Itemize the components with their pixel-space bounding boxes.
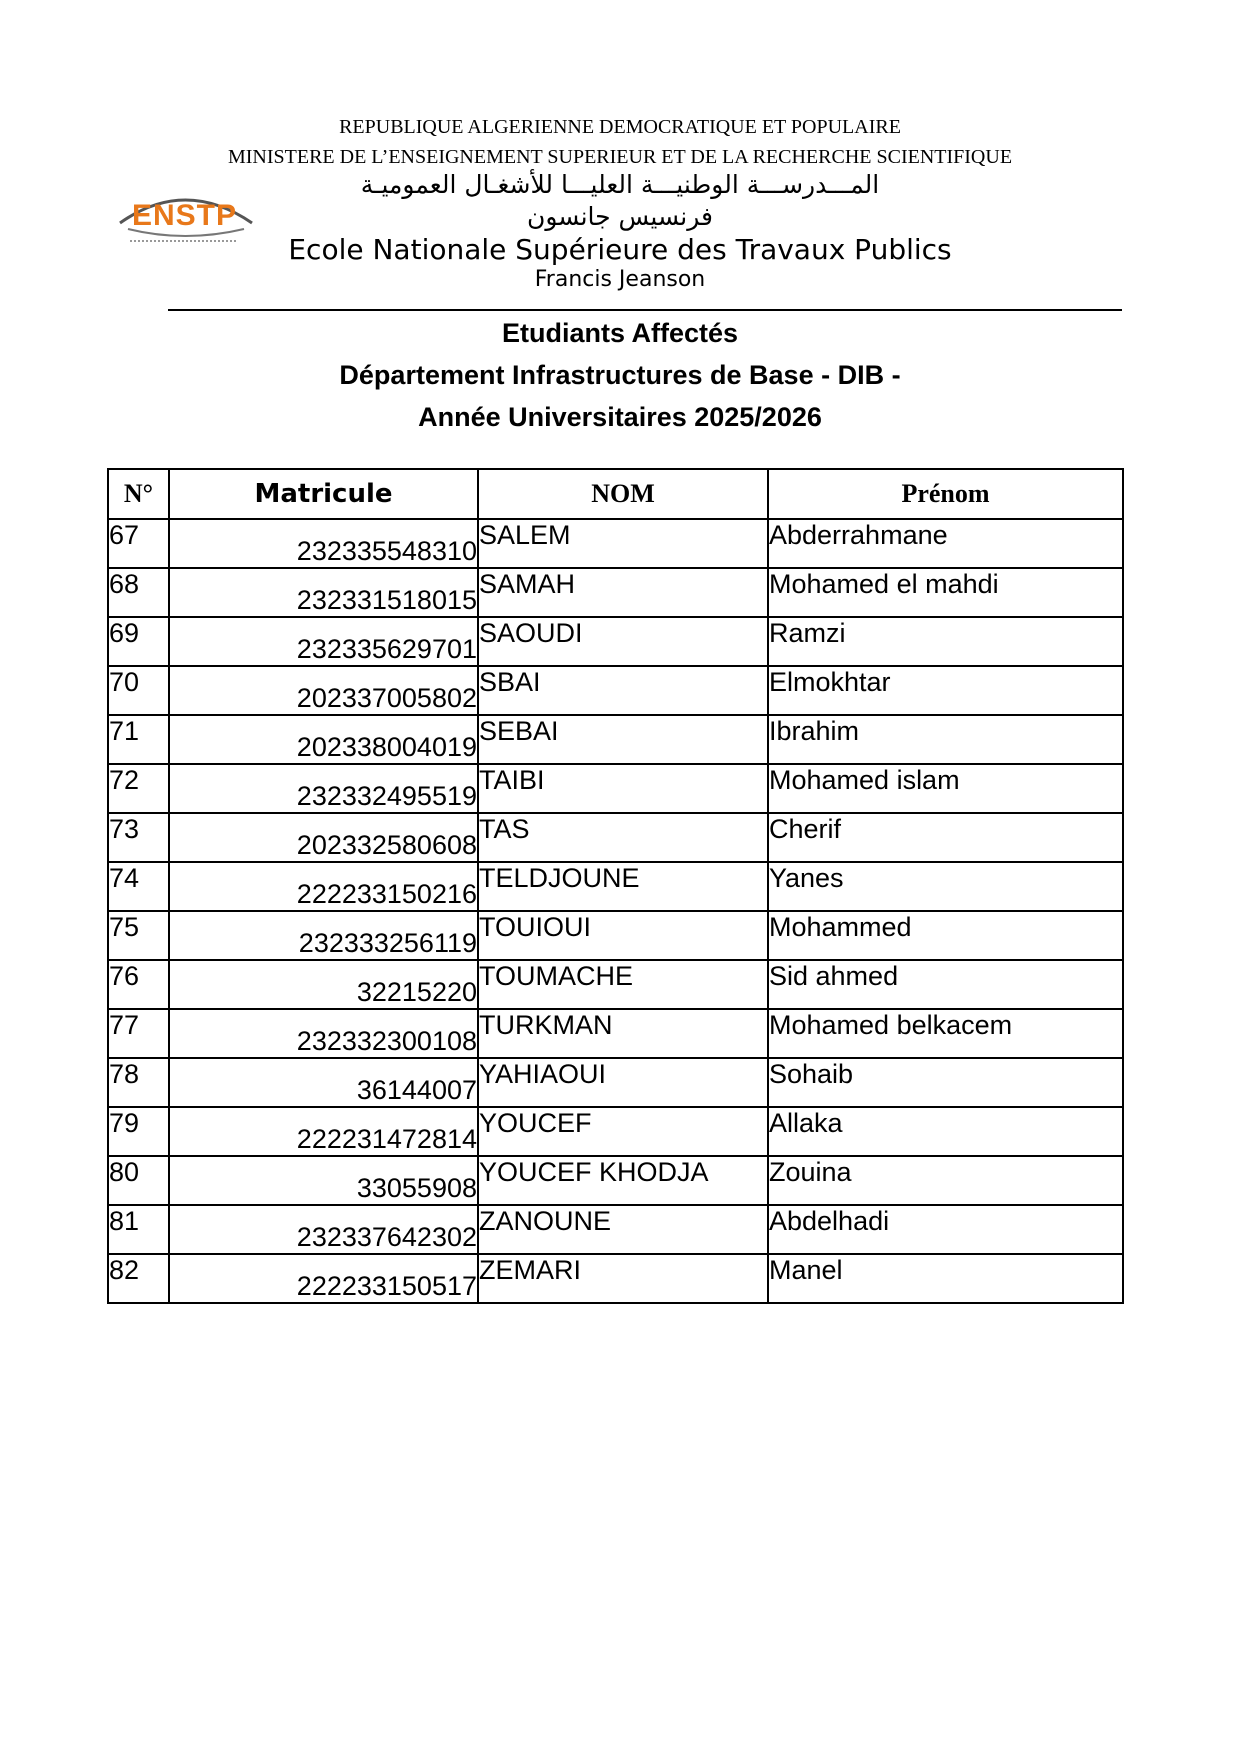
row-number: 71	[108, 715, 169, 764]
row-matricule: 232337642302	[169, 1205, 478, 1254]
row-nom: SAMAH	[478, 568, 768, 617]
row-number: 74	[108, 862, 169, 911]
page-title: Etudiants Affectés	[501, 318, 739, 348]
table-row	[108, 1156, 1123, 1205]
row-prenom: Ibrahim	[768, 715, 1123, 764]
row-number: 68	[108, 568, 169, 617]
row-prenom: Zouina	[768, 1156, 1123, 1205]
table-row	[108, 1107, 1123, 1156]
row-number: 69	[108, 617, 169, 666]
table-row	[108, 1058, 1123, 1107]
table-row	[108, 960, 1123, 1009]
arabic-school-name: المـــدرســـة الوطنيـــة العليـــا للأشغـال العموميـة	[360, 170, 880, 199]
table-row	[108, 715, 1123, 764]
row-number: 80	[108, 1156, 169, 1205]
row-matricule: 232332495519	[169, 764, 478, 813]
table-row	[108, 1205, 1123, 1254]
row-number: 76	[108, 960, 169, 1009]
table-row	[108, 666, 1123, 715]
row-nom: ZEMARI	[478, 1254, 768, 1303]
row-prenom: Sohaib	[768, 1058, 1123, 1107]
column-header-no: N°	[108, 469, 169, 519]
table-row	[108, 813, 1123, 862]
row-prenom: Allaka	[768, 1107, 1123, 1156]
row-prenom: Ramzi	[768, 617, 1123, 666]
row-number: 79	[108, 1107, 169, 1156]
row-matricule: 36144007	[169, 1058, 478, 1107]
row-matricule: 222231472814	[169, 1107, 478, 1156]
table-row	[108, 1009, 1123, 1058]
row-matricule: 232335548310	[169, 519, 478, 568]
table-row	[108, 764, 1123, 813]
arabic-francis-name: فرنسيس جانسون	[527, 202, 713, 231]
table-header-row	[108, 469, 1123, 519]
row-number: 67	[108, 519, 169, 568]
row-number: 77	[108, 1009, 169, 1058]
enstp-logo	[110, 185, 260, 255]
row-nom: YAHIAOUI	[478, 1058, 768, 1107]
republic-heading: REPUBLIQUE ALGERIENNE DEMOCRATIQUE ET POPULAIRE	[339, 116, 901, 138]
row-matricule: 222233150216	[169, 862, 478, 911]
row-number: 75	[108, 911, 169, 960]
row-nom: TOUIOUI	[478, 911, 768, 960]
table-row	[108, 911, 1123, 960]
column-header-matricule: Matricule	[169, 469, 478, 519]
row-nom: SALEM	[478, 519, 768, 568]
department-title: Département Infrastructures de Base - DIB -	[339, 360, 901, 390]
row-nom: SEBAI	[478, 715, 768, 764]
row-prenom: Mohamed belkacem	[768, 1009, 1123, 1058]
row-matricule: 232333256119	[169, 911, 478, 960]
ministry-heading: MINISTERE DE L’ENSEIGNEMENT SUPERIEUR ET DE LA RECHERCHE SCIENTIFIQUE	[227, 146, 1013, 168]
column-header-prenom: Prénom	[768, 469, 1123, 519]
row-prenom: Sid ahmed	[768, 960, 1123, 1009]
row-nom: TAS	[478, 813, 768, 862]
row-prenom: Yanes	[768, 862, 1123, 911]
academic-year-title: Année Universitaires 2025/2026	[418, 402, 822, 432]
row-prenom: Mohamed el mahdi	[768, 568, 1123, 617]
logo-text: ENSTP	[132, 199, 238, 232]
row-nom: YOUCEF	[478, 1107, 768, 1156]
row-nom: TELDJOUNE	[478, 862, 768, 911]
row-prenom: Abdelhadi	[768, 1205, 1123, 1254]
row-matricule: 33055908	[169, 1156, 478, 1205]
table-body	[108, 519, 1123, 1303]
row-prenom: Cherif	[768, 813, 1123, 862]
row-matricule: 32215220	[169, 960, 478, 1009]
table-row	[108, 568, 1123, 617]
row-matricule: 202337005802	[169, 666, 478, 715]
column-header-nom: NOM	[478, 469, 768, 519]
row-matricule: 222233150517	[169, 1254, 478, 1303]
row-nom: YOUCEF KHODJA	[478, 1156, 768, 1205]
row-matricule: 232332300108	[169, 1009, 478, 1058]
row-number: 78	[108, 1058, 169, 1107]
row-prenom: Mohammed	[768, 911, 1123, 960]
row-prenom: Manel	[768, 1254, 1123, 1303]
header-divider	[168, 309, 1122, 311]
row-nom: TAIBI	[478, 764, 768, 813]
francis-jeanson: Francis Jeanson	[534, 267, 706, 292]
row-matricule: 232335629701	[169, 617, 478, 666]
row-prenom: Mohamed islam	[768, 764, 1123, 813]
row-prenom: Elmokhtar	[768, 666, 1123, 715]
students-table	[107, 468, 1124, 1304]
row-matricule: 202332580608	[169, 813, 478, 862]
table-row	[108, 862, 1123, 911]
row-prenom: Abderrahmane	[768, 519, 1123, 568]
row-number: 82	[108, 1254, 169, 1303]
row-matricule: 232331518015	[169, 568, 478, 617]
row-number: 70	[108, 666, 169, 715]
table-row	[108, 519, 1123, 568]
row-number: 73	[108, 813, 169, 862]
school-name: Ecole Nationale Supérieure des Travaux Publics	[288, 233, 952, 266]
row-matricule: 202338004019	[169, 715, 478, 764]
row-number: 81	[108, 1205, 169, 1254]
row-number: 72	[108, 764, 169, 813]
row-nom: ZANOUNE	[478, 1205, 768, 1254]
row-nom: TOUMACHE	[478, 960, 768, 1009]
row-nom: SBAI	[478, 666, 768, 715]
row-nom: TURKMAN	[478, 1009, 768, 1058]
table-row	[108, 1254, 1123, 1303]
row-nom: SAOUDI	[478, 617, 768, 666]
table-row	[108, 617, 1123, 666]
